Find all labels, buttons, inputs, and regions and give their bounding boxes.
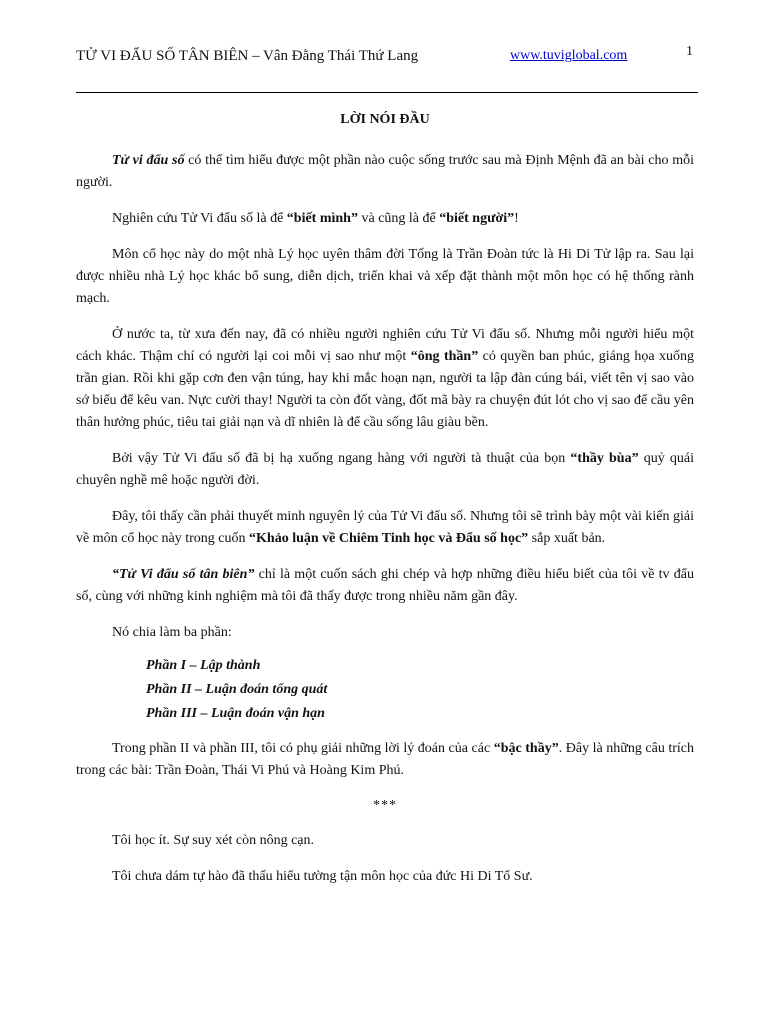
text: chỉ là một cuốn sách ghi chép và hợp những điều hiểu biết của tôi về tv đẩu số, cùng với những kinh nghiệm mà tôi đã thấy được trong nhiều năm gần đây. <box>76 567 694 604</box>
text: Trong phần II và phần III, tôi có phụ giải những lời lý đoán của các <box>112 741 494 756</box>
emphasis: “thầy bùa” <box>570 451 639 466</box>
parts-list <box>146 654 694 726</box>
paragraph-9 <box>76 738 694 782</box>
text: sắp xuất bản. <box>528 531 606 546</box>
text: Tôi chưa dám tự hào đã thấu hiểu tường tận môn học của đức Hi Di Tổ Sư. <box>112 869 533 884</box>
text: Bởi vậy Tử Vi đẩu số đã bị hạ xuống ngang hàng với người tà thuật của bọn <box>112 451 571 466</box>
paragraph-1 <box>76 150 694 194</box>
text: Ở nước ta, từ xưa đến nay, đã có nhiều người nghiên cứu Tử Vi đẩu số. Nhưng mỗi người hiểu một cách khác. Thậm chí có người lại coi mỗi vị sao như một <box>76 327 694 364</box>
part-item: Phần III – Luận đoán vận hạn <box>146 706 325 721</box>
paragraph-6 <box>76 506 694 550</box>
paragraph-11 <box>76 866 694 888</box>
emphasis: “Khảo luận về Chiêm Tinh học và Đẩu số học” <box>249 531 529 546</box>
text: có quyền ban phúc, giáng họa xuống trần gian. Rồi khi gặp cơn đen vận túng, hay khi mắc hoạn nạn, người ta lập đàn cúng bái, viết tên vị sao vào sớ biểu để kêu van. Nực cười thay! Người ta còn đốt vàng, đốt mã bày ra chuyện đút lót cho vị sao để cầu yên thân hưởng phúc, tiêu tai giải nạn và dĩ nhiên là để cầu sống lâu giàu bền. <box>76 349 694 430</box>
section-heading: LỜI NÓI ĐẦU <box>340 112 430 127</box>
header-url-link[interactable]: www.tuviglobal.com <box>510 48 628 63</box>
text: Nó chia làm ba phần: <box>112 625 232 640</box>
text: Nghiên cứu Tử Vi đẩu số là để <box>112 211 287 226</box>
text: có thể tìm hiểu được một phần nào cuộc sống trước sau mà Định Mệnh đã an bài cho mỗi người. <box>76 153 694 190</box>
page-header <box>76 44 698 93</box>
paragraph-8 <box>76 622 694 644</box>
header-title: TỬ VI ĐẨU SỐ TÂN BIÊN – Vân Đằng Thái Thứ Lang <box>76 48 419 64</box>
paragraph-3 <box>76 244 694 310</box>
part-item: Phần I – Lập thành <box>146 658 261 673</box>
paragraph-4 <box>76 324 694 434</box>
text: quỷ quái chuyên nghề mê hoặc người đời. <box>76 451 694 488</box>
emphasis: “ông thần” <box>410 349 479 364</box>
paragraph-5 <box>76 448 694 492</box>
part-item: Phần II – Luận đoán tổng quát <box>146 682 328 697</box>
text: Đây, tôi thấy cần phải thuyết minh nguyên lý của Tử Vi đẩu số. Nhưng tôi sẽ trình bày một vài kiến giải về môn cổ học này trong cuốn <box>76 509 694 546</box>
section-separator: *** <box>373 798 397 813</box>
text: Môn cổ học này do một nhà Lý học uyên thâm đời Tống là Trần Đoàn tức là Hi Di Tử lập ra. Sau lại được nhiều nhà Lý học khác bổ sung, diễn dịch, triển khai và xếp đặt thành một môn học có hệ thống rành mạch. <box>76 247 694 306</box>
text: Tôi học ít. Sự suy xét còn nông cạn. <box>112 833 315 848</box>
emphasis: Tử vi đẩu số <box>112 153 185 168</box>
emphasis: “Tử Vi đẩu số tân biên” <box>112 567 255 582</box>
paragraph-10 <box>76 830 694 852</box>
text: và cũng là để <box>357 211 440 226</box>
emphasis: “biết mình” <box>286 211 358 226</box>
text: . Đây là những câu trích trong các bài: Trần Đoàn, Thái Vi Phú và Hoàng Kim Phú. <box>76 741 695 778</box>
emphasis: “biết người” <box>439 211 515 226</box>
document-body <box>76 112 694 902</box>
paragraph-2 <box>76 208 694 230</box>
emphasis: “bậc thầy” <box>493 741 559 756</box>
page-number: 1 <box>686 44 693 59</box>
text: ! <box>514 211 519 226</box>
paragraph-7 <box>76 564 694 608</box>
